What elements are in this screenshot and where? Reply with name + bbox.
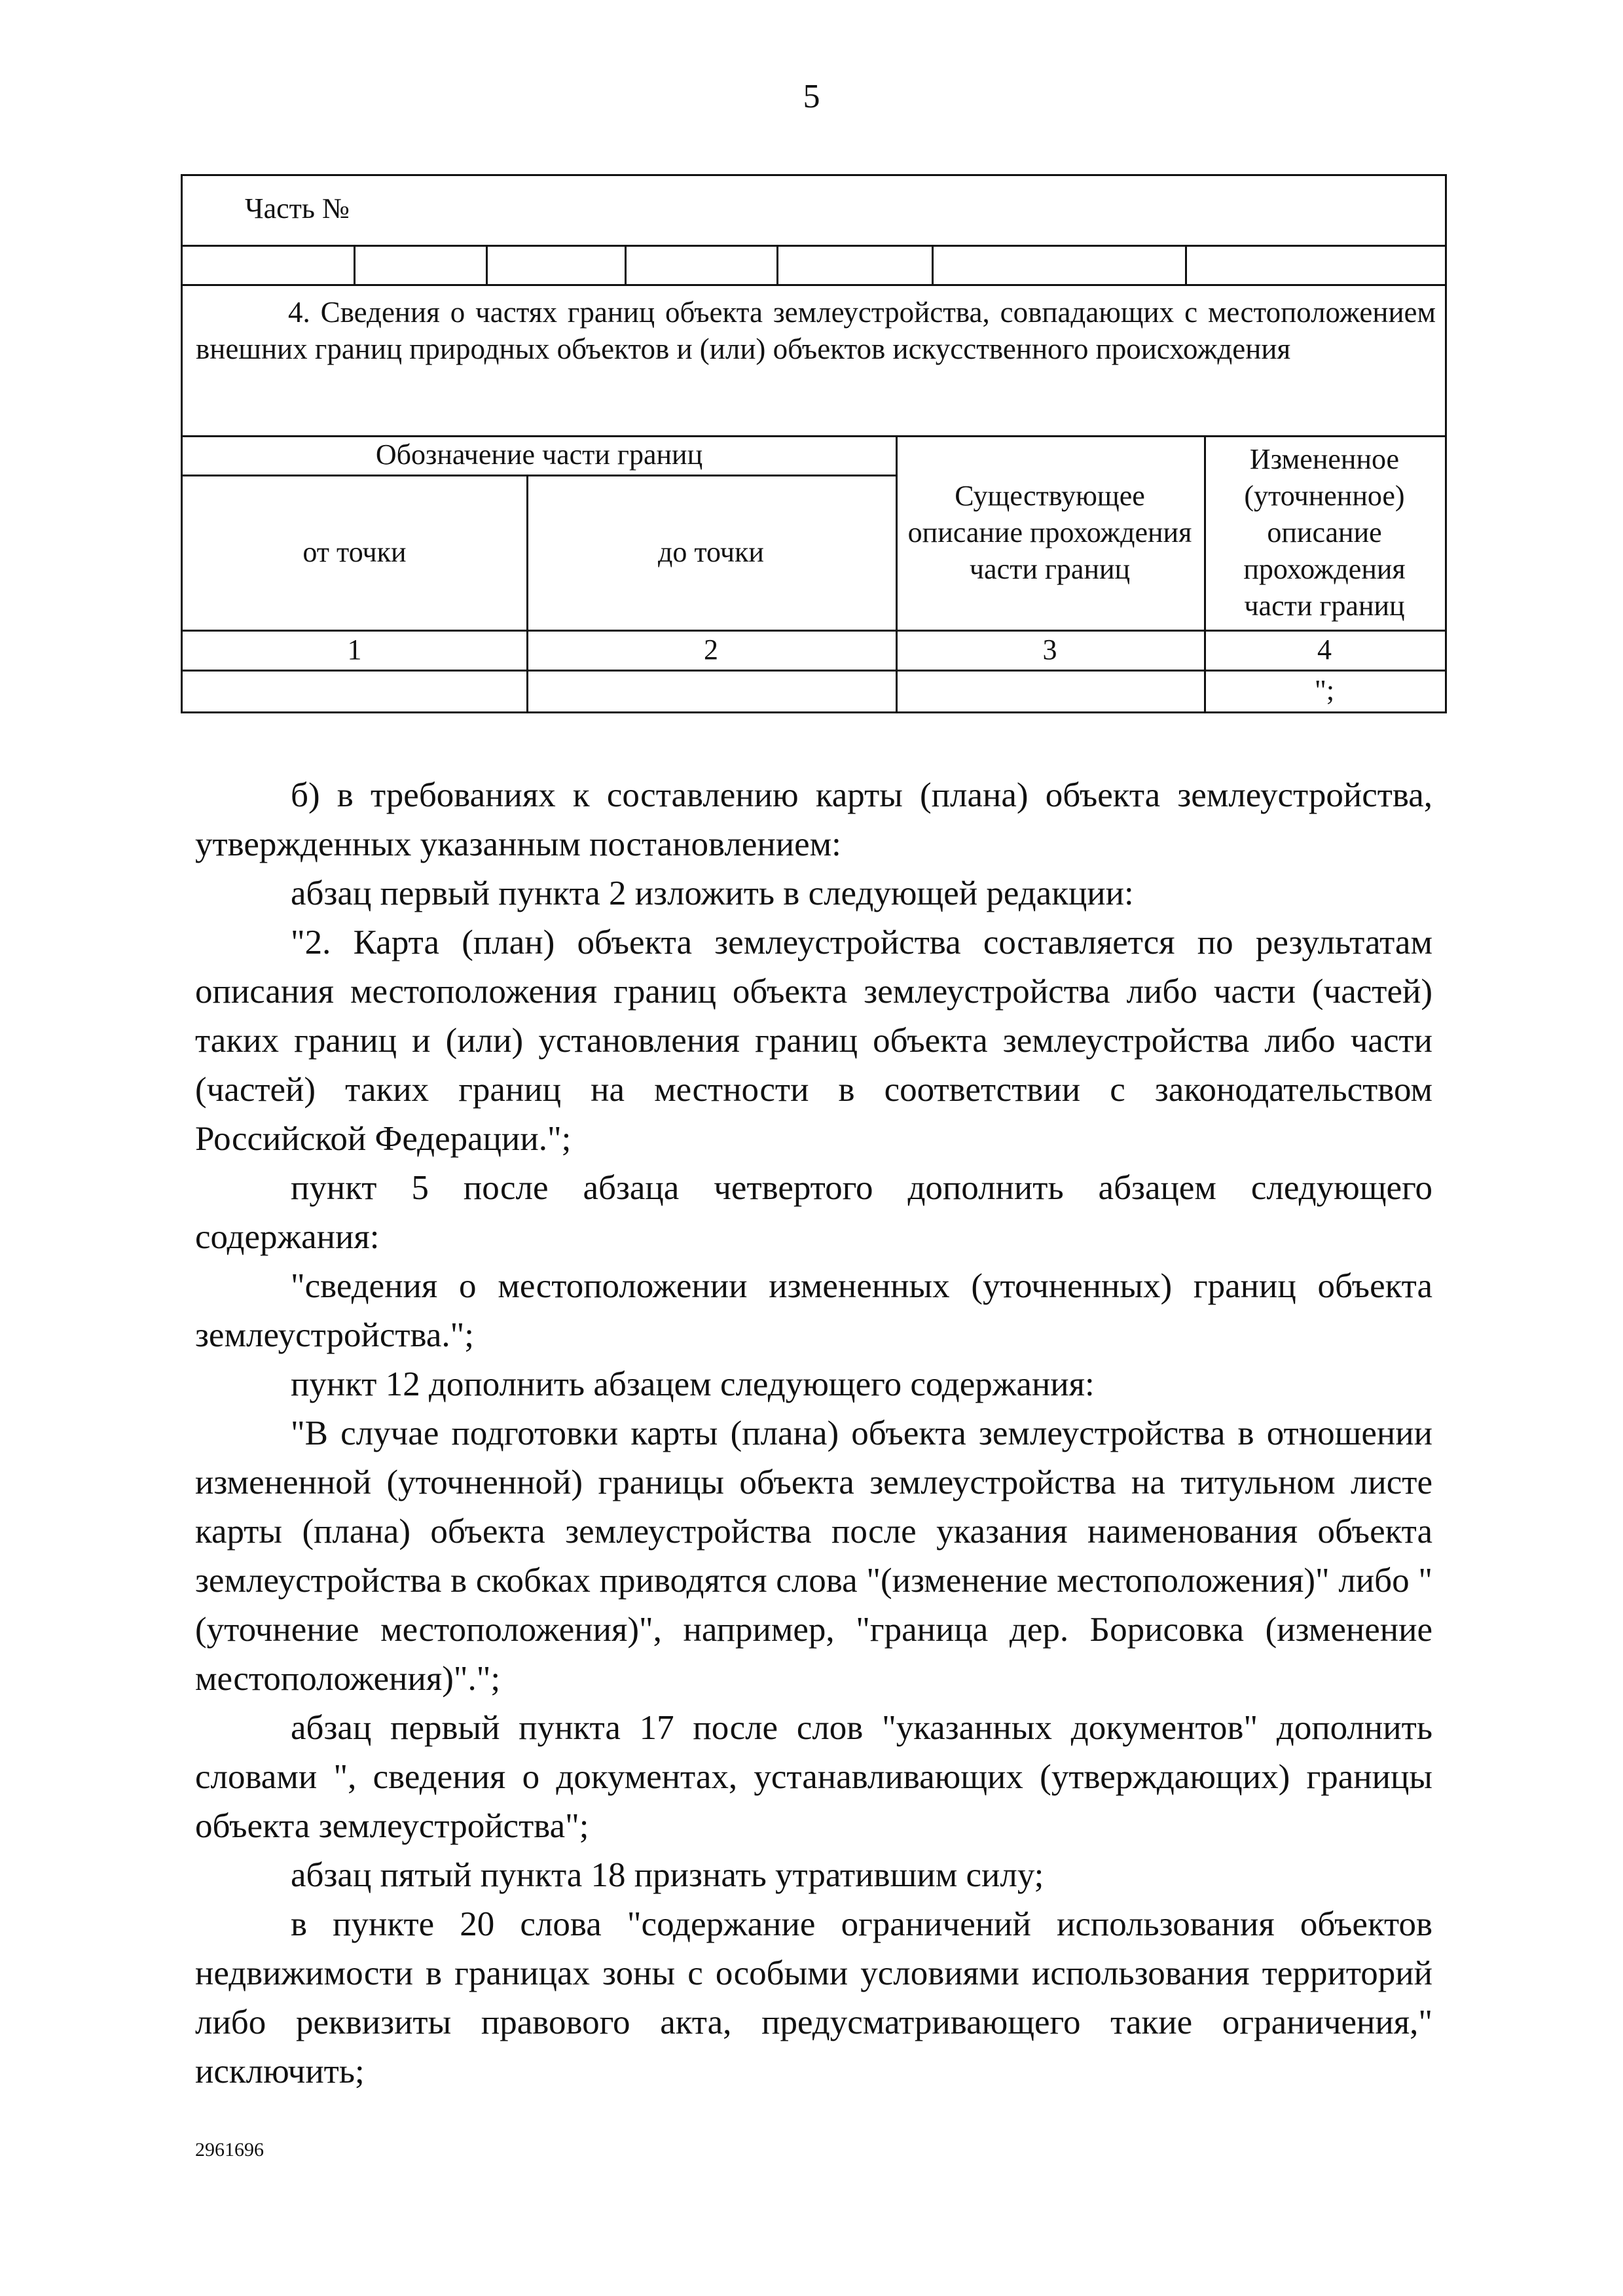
boundary-parts-table: [183, 435, 1445, 711]
paragraph: пункт 12 дополнить абзацем следующего содержания:: [291, 1365, 1095, 1403]
empty-cells-row: [183, 247, 1445, 286]
column-number: 4: [1317, 633, 1332, 666]
part-number-row: [183, 176, 1445, 247]
cell-divider: [1185, 247, 1187, 284]
cell-divider: [776, 247, 778, 284]
part-number-label: Часть №: [245, 192, 350, 224]
paragraph: "сведения о местоположении измененных (уточненных) границ объекта землеустройства.";: [195, 1267, 1432, 1354]
closing-quote-mark: ";: [1314, 674, 1335, 706]
boundary-table: [181, 174, 1447, 713]
paragraph: "2. Карта (план) объекта землеустройства составляется по результатам описания местоположения границ объекта землеустройства либо части (частей) таких границ и (или) установления границ объекта землеустройства либо части (частей) таких границ на местности в соответствии с законодательством Российской Федерации.";: [195, 924, 1432, 1158]
paragraph: в пункте 20 слова "содержание ограничений использования объектов недвижимости в границах зоны с особыми условиями использования территорий либо реквизиты правового акта, предусматривающего такие ограничения," исключить;: [195, 1905, 1432, 2090]
paragraph: абзац первый пункта 2 изложить в следующей редакции:: [291, 874, 1134, 912]
paragraph: "В случае подготовки карты (плана) объекта землеустройства в отношении измененной (уточненной) границы объекта землеустройства на титульном листе карты (плана) объекта землеустройства после указания наименования объекта землеустройства в скобках приводятся слова "(изменение местоположения)" либо "(уточнение местоположения)", например, "граница дер. Борисовка (изменение местоположения)".";: [195, 1414, 1432, 1698]
page-number: 5: [803, 78, 820, 115]
header-to-point: до точки: [658, 535, 764, 568]
cell-divider: [354, 247, 356, 284]
paragraph: пункт 5 после абзаца четвертого дополнить абзацем следующего содержания:: [195, 1169, 1432, 1256]
paragraph: абзац первый пункта 17 после слов "указанных документов" дополнить словами ", сведения о документах, устанавливающих (утверждающих) границы объекта землеустройства";: [195, 1709, 1432, 1845]
section-title: 4. Сведения о частях границ объекта землеустройства, совпадающих с местоположением внешних границ природных объектов и (или) объектов искусственного происхождения: [196, 296, 1436, 365]
column-number: 3: [1042, 633, 1057, 666]
cell-divider: [625, 247, 627, 284]
amendment-text: [195, 771, 1432, 2096]
document-code: 2961696: [195, 2139, 264, 2161]
cell-divider: [932, 247, 934, 284]
paragraph: абзац пятый пункта 18 признать утратившим силу;: [291, 1856, 1044, 1894]
column-number: 1: [347, 633, 362, 666]
header-from-point: от точки: [302, 535, 407, 568]
column-number: 2: [704, 633, 718, 666]
cell-divider: [486, 247, 488, 284]
header-existing-description: Существующее описание прохождения части границ: [907, 479, 1192, 585]
group-header: Обозначение части границ: [375, 439, 703, 471]
paragraph: б) в требованиях к составлению карты (плана) объекта землеустройства, утвержденных указанным постановлением:: [195, 776, 1432, 863]
header-changed-description: Измененное (уточненное) описание прохождения части границ: [1243, 442, 1406, 622]
